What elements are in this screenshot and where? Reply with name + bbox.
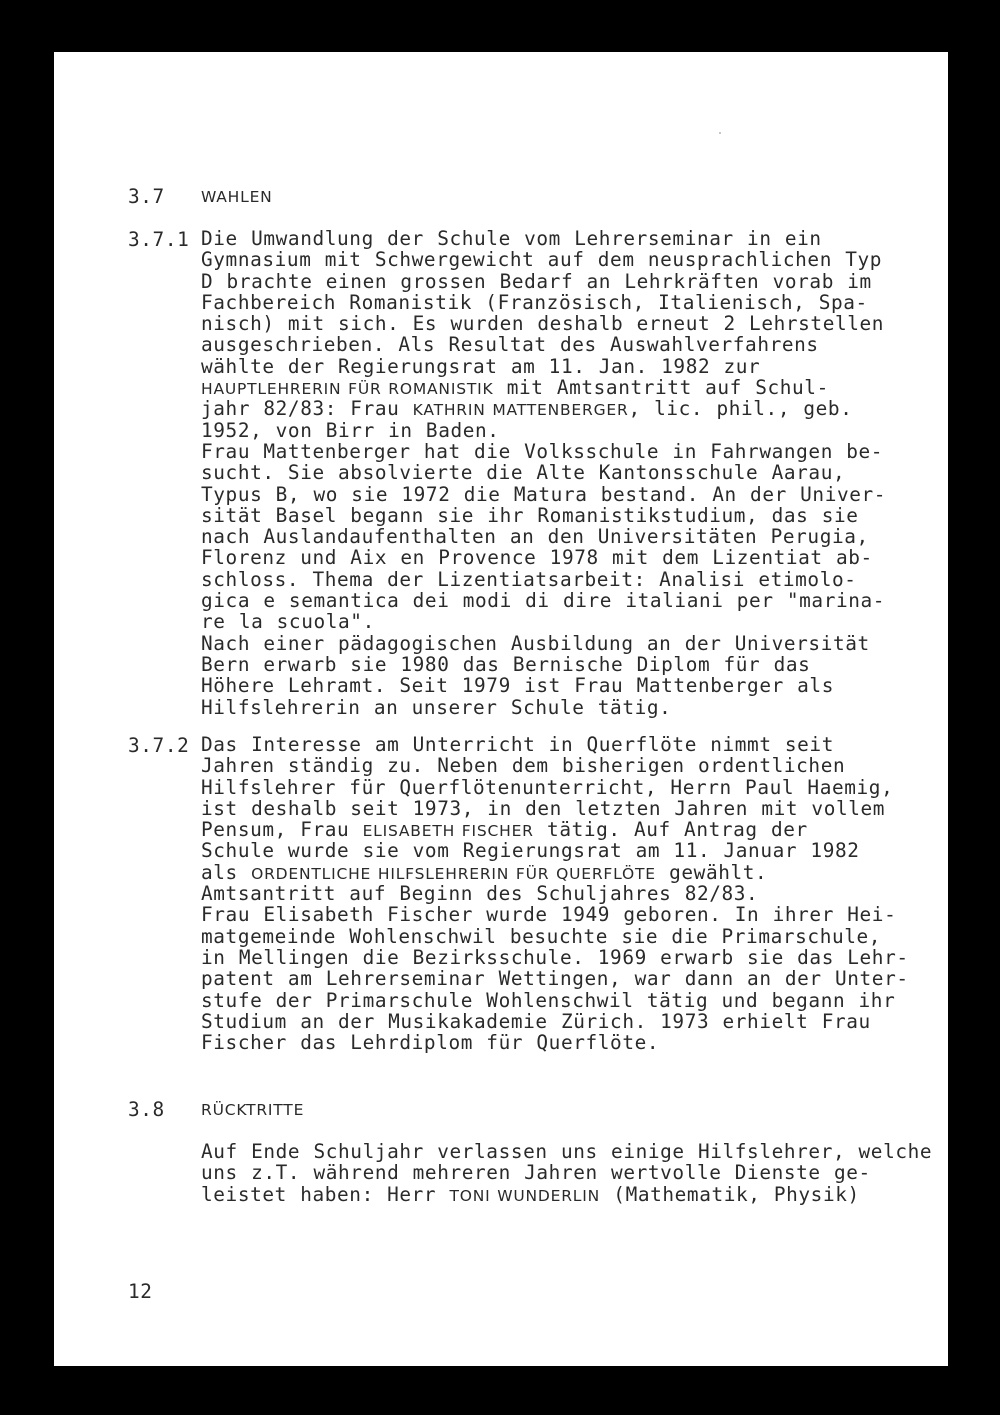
text-line: [201, 926, 909, 947]
text-run: Fischer das Lehrdiplom für Querflöte.: [201, 1031, 660, 1055]
text-line: [201, 569, 886, 590]
text-line: [201, 398, 886, 419]
text-line: [201, 734, 909, 755]
caps-name-run: ELISABETH FISCHER: [362, 822, 534, 841]
text-run: Das Interesse am Unterricht in Querflöte nimmt seit: [201, 733, 834, 756]
text-run: Frau Elisabeth Fischer wurde 1949 geboren. In ihrer Hei-: [201, 903, 897, 927]
text-line: [201, 313, 886, 334]
text-line: [201, 697, 886, 718]
text-run: patent am Lehrerseminar Wettingen, war dann an der Unter-: [201, 967, 909, 991]
text-run: Schule wurde sie vom Regierungsrat am 11. Januar 1982: [201, 839, 860, 863]
text-line: [201, 798, 909, 819]
text-run: D brachte einen grossen Bedarf an Lehrkräften vorab im: [201, 269, 872, 293]
text-line: [201, 334, 886, 355]
paragraph-wahlen-querfloete: [201, 734, 909, 1053]
text-line: [201, 547, 886, 568]
text-run: Gymnasium mit Schwergewicht auf dem neusprachlichen Typ: [201, 248, 883, 272]
section-number: 3.7.1: [128, 228, 190, 251]
text-run: leistet haben: Herr: [201, 1182, 450, 1206]
text-run: Frau Mattenberger hat die Volksschule in Fahrwangen be-: [201, 439, 884, 463]
text-run: Hilfslehrer für Querflötenunterricht, Herrn Paul Haemig,: [201, 775, 894, 799]
text-line: [201, 1141, 932, 1162]
text-line: [201, 228, 886, 249]
text-run: ausgeschrieben. Als Resultat des Auswahlverfahrens: [201, 333, 819, 357]
text-run: Die Umwandlung der Schule vom Lehrerseminar in ein: [201, 227, 822, 250]
text-line: [201, 420, 886, 441]
text-line: [201, 904, 909, 925]
section-number: 3.7.2: [128, 734, 190, 757]
text-line: [201, 356, 886, 377]
text-run: stufe der Primarschule Wohlenschwil tätig und begann ihr: [201, 988, 896, 1012]
text-run: nach Auslandaufenthalten an den Universitäten Perugia,: [201, 525, 869, 549]
caps-name-run: ORDENTLICHE HILFSLEHRERIN FÜR QUERFLÖTE: [251, 864, 656, 883]
text-run: wählte der Regierungsrat am 11. Jan. 1982 zur: [201, 354, 761, 378]
text-run: Amtsantritt auf Beginn des Schuljahres 82/83.: [201, 882, 759, 906]
text-run: 1952, von Birr in Baden.: [201, 418, 500, 442]
paragraph-ruecktritte: [201, 1141, 932, 1205]
page-number: 12: [128, 1280, 153, 1303]
text-run: Pensum, Frau: [201, 818, 363, 842]
text-line: [201, 611, 886, 632]
text-run: gewählt.: [655, 860, 768, 884]
section-number: 3.7: [128, 185, 165, 208]
caps-name-run: HAUPTLEHRERIN FÜR ROMANISTIK: [201, 380, 494, 399]
text-run: Bern erwarb sie 1980 das Bernische Diplom für das: [201, 652, 811, 676]
text-line: [201, 947, 909, 968]
text-run: , lic. phil., geb.: [628, 397, 853, 421]
text-run: schloss. Thema der Lizentiatsarbeit: Analisi etimolo-: [201, 567, 857, 591]
text-line: [201, 271, 886, 292]
text-line: [201, 462, 886, 483]
text-line: [201, 1184, 932, 1205]
text-run: matgemeinde Wohlenschwil besuchte sie die Primarschule,: [201, 924, 882, 948]
text-line: [201, 819, 909, 840]
text-line: [201, 840, 909, 861]
text-run: mit Amtsantritt auf Schul-: [493, 376, 829, 400]
text-line: [201, 633, 886, 654]
text-line: [201, 654, 886, 675]
text-run: Jahren ständig zu. Neben dem bisherigen ordentlichen: [201, 754, 846, 778]
text-line: [201, 777, 909, 798]
text-line: [201, 755, 909, 776]
section-number: 3.8: [128, 1098, 165, 1121]
text-line: [201, 883, 909, 904]
text-run: Auf Ende Schuljahr verlassen uns einige Hilfslehrer, welche: [201, 1140, 933, 1163]
text-line: [201, 590, 886, 611]
text-run: Fachbereich Romanistik (Französisch, Italienisch, Spa-: [201, 290, 868, 314]
text-line: [201, 1011, 909, 1032]
text-line: [201, 377, 886, 398]
text-run: Florenz und Aix en Provence 1978 mit dem Lizentiat ab-: [201, 546, 873, 570]
text-line: [201, 484, 886, 505]
text-line: [201, 249, 886, 270]
caps-name-run: TONI WUNDERLIN: [449, 1186, 601, 1205]
text-run: Studium an der Musikakademie Zürich. 1973 erhielt Frau: [201, 1009, 871, 1033]
section-heading: WAHLEN: [201, 188, 273, 206]
text-line: [201, 505, 886, 526]
paragraph-wahlen-romanistik: [201, 228, 886, 718]
text-run: als: [201, 860, 252, 884]
text-line: [201, 1032, 909, 1053]
text-run: in Mellingen die Bezirksschule. 1969 erwarb sie das Lehr-: [201, 945, 909, 969]
text-run: re la scuola".: [201, 610, 375, 634]
text-run: sität Basel begann sie ihr Romanistikstudium, das sie: [201, 503, 859, 527]
text-run: sucht. Sie absolvierte die Alte Kantonsschule Aarau,: [201, 461, 846, 485]
text-line: [201, 990, 909, 1011]
text-run: Hilfslehrerin an unserer Schule tätig.: [201, 695, 672, 719]
text-run: Nach einer pädagogischen Ausbildung an der Universität: [201, 631, 870, 655]
text-run: Typus B, wo sie 1972 die Matura bestand. An der Univer-: [201, 482, 887, 506]
text-line: [201, 526, 886, 547]
text-line: [201, 968, 909, 989]
text-run: Höhere Lehramt. Seit 1979 ist Frau Mattenberger als: [201, 674, 834, 698]
text-line: [201, 862, 909, 883]
text-run: (Mathematik, Physik): [600, 1182, 860, 1206]
text-line: [201, 292, 886, 313]
text-run: tätig. Auf Antrag der: [533, 818, 808, 842]
text-run: jahr 82/83: Frau: [201, 397, 413, 421]
section-heading: RÜCKTRITTE: [201, 1101, 305, 1119]
paper-speck: [719, 132, 721, 134]
text-line: [201, 675, 886, 696]
text-run: nisch) mit sich. Es wurden deshalb erneut 2 Lehrstellen: [201, 312, 885, 336]
caps-name-run: KATHRIN MATTENBERGER: [412, 401, 629, 420]
document-page: [54, 52, 948, 1366]
text-run: ist deshalb seit 1973, in den letzten Jahren mit vollem: [201, 796, 886, 820]
text-line: [201, 1162, 932, 1183]
text-line: [201, 441, 886, 462]
text-run: gica e semantica dei modi di dire italiani per "marina-: [201, 589, 886, 613]
text-run: uns z.T. während mehreren Jahren wertvolle Dienste ge-: [201, 1161, 871, 1185]
